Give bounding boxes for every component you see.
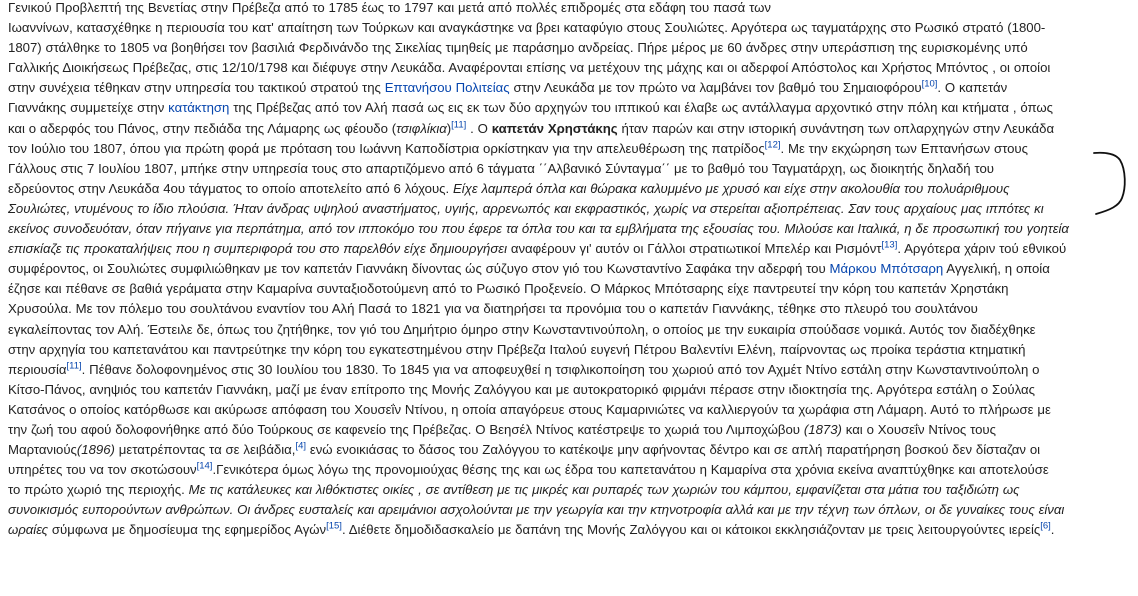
- citation-ref-link[interactable]: [12]: [764, 139, 781, 151]
- text-line: [8, 239, 1134, 259]
- text-run: ήταν παρών και στην ιστορική συνάντηση των οπλαρχηγών στην Λευκάδα: [617, 120, 1055, 136]
- text-line: [8, 139, 1134, 159]
- text-run: συμφέροντος, οι Σουλιώτες συμφιλιώθηκαν με τον καπετάν Γιαννάκη δίνοντας ώς σύζυγο στον γιό του Κωνσταντίνο Σαφάκα την αδερφή του: [8, 261, 830, 277]
- text-run: ): [446, 120, 452, 136]
- text-line: [8, 340, 1134, 360]
- text-run: .: [1050, 522, 1055, 538]
- text-line: [8, 199, 1134, 219]
- citation-ref-link[interactable]: [11]: [451, 119, 467, 131]
- text-run: περιουσία: [8, 361, 67, 377]
- text-run: στην συνέχεια τέθηκαν στην υπηρεσία του τακτικού στρατού της: [8, 80, 385, 96]
- text-line: [8, 78, 1134, 98]
- text-run: την ζωή του αφού δολοφονήθηκε από δύο Τούρκους σε καφενείο της Πρέβεζας. Ο Βεησέλ Ντίνος κατέστρεψε το χωριά του Λιμποχώβου: [8, 421, 804, 437]
- article-body: [8, 0, 1134, 541]
- italic-text-run: τσιφλίκια: [396, 120, 447, 136]
- text-line: [8, 98, 1134, 118]
- italic-text-run: Με τις κατάλευκες και λιθόκτιστες οικίες , σε αντίθεση με τις μικρές και ρυπαρές των χωριών του κάμπου, εμφανίζεται στα μάτια του ταξιδιώτη ως: [188, 482, 1020, 498]
- text-run: Γάλλους στις 7 Ιουλίου 1807, μπήκε στην υπηρεσία τους στο απαρτιζόμενο από 6 τάγματα ΄΄Αλβανικό Σύνταγμα΄΄ με το βαθμό του Ταγματάρχη, ως διοικητής δηλαδή του: [8, 160, 994, 176]
- citation-ref-link[interactable]: [10]: [921, 78, 938, 90]
- citation-ref-link[interactable]: [6]: [1040, 521, 1051, 533]
- article-link[interactable]: Επτανήσου Πολιτείας: [384, 80, 510, 96]
- text-line: [8, 279, 1134, 299]
- text-line: [8, 259, 1134, 279]
- text-line: [8, 420, 1134, 440]
- text-run: Κίτσο-Πάνος, ανηψιός του καπετάν Γιαννάκη, μαζί με έναν επίτροπο της Μονής Ζαλόγγου και με αυτοκρατορικό φιρμάνι πέρασε στην ιδιοκτησία της. Αργότερα εστάλη ο Σούλας: [8, 381, 1035, 397]
- text-run: . Ο καπετάν: [937, 80, 1008, 96]
- text-run: έζησε και πέθανε σε βαθιά γεράματα στην Καμαρίνα συνταξιοδοτούμενη από το Ρωσικό Προξενείο. Ο Μάρκος Μπότσαρης είχε παντρευτεί την κόρη του καπετάν Χρηστάκη: [8, 281, 1009, 297]
- text-run: και ο αδερφός του Πάνος, στην πεδιάδα της Λάμαρης ως φέουδο (: [8, 120, 397, 136]
- text-run: Αγγελική, η οποία: [943, 261, 1050, 277]
- text-run: τον Ιούλιο του 1807, όπου για πρώτη φορά με πρόταση του Ιωάννη Καποδίστρια ορκίστηκαν για την απελευθέρωση της πατρίδος: [8, 140, 765, 156]
- text-line: [8, 360, 1134, 380]
- italic-text-run: Σουλιώτες, ντυμένους το ίδιο πλούσια. Ήταν άνδρας υψηλού αναστήματος, υγιής, αρρενωπός και εκφραστικός, χωρίς να στερείται αξιοπρέπειας. Σαν τους αρχαίους μας ιππότες κι: [8, 200, 1044, 216]
- text-run: υπηρέτες του να τον σκοτώσουν: [8, 462, 197, 478]
- text-run: στην αρχηγία του καπετανάτου και παντρεύτηκε την κόρη του εγκατεστημένου στην Πρέβεζα Ιταλού ευγενή Πέτρου Βαλεντίνι Ελένη, παίρνοντας ως προίκα τεράστια κτηματική: [8, 341, 1026, 357]
- text-run: αναφέρουν γι' αυτόν οι Γάλλοι στρατιωτικοί Μπελέρ και Ρισμόντ: [507, 241, 882, 257]
- italic-text-run: συνοικισμός ευπορούντων ανθρώπων. Οι άνδρες ευσταλείς και αρειμάνιοι ασχολούνται με την γεωργία και την κτηνοτροφία αλλά και με την τέχνη των όπλων, οι δε γυναίκες τους είναι: [8, 502, 1065, 518]
- text-run: 1807) στάλθηκε το 1805 να βοηθήσει τον βασιλιά Φερδινάνδο της Σικελίας τιμηθείς με παράσημο ανδρείας. Πήρε μέρος με 60 άνδρες στην υπεράσπιση της ευρισκομένης υπό: [8, 40, 1028, 56]
- text-run: σύμφωνα με δημοσίευμα της εφημερίδος Αγών: [48, 522, 327, 538]
- text-run: Κατσάνος ο οποίος κατόρθωσε και ακύρωσε απόφαση του Χουσεΐν Ντίνου, η οποία απαγόρευε στους Καμαρινιώτες να καλλιεργούν τα χωράφια στη Λάμαρη. Αυτό το πλήρωσε με: [8, 401, 1051, 417]
- text-run: Γιαννάκης συμμετείχε στην: [8, 100, 169, 116]
- text-line: [8, 0, 1134, 18]
- text-run: της Πρέβεζας από τον Αλή πασά ως εις εκ των δύο αρχηγών του ιππικού και έλαβε ως αντάλλαγμα αρχοντικό στην πόλη και κτήματα , όπως: [229, 100, 1054, 116]
- text-line: [8, 320, 1134, 340]
- italic-text-run: εκείνος συνοδευόταν, όταν πήγαινε για περπάτημα, από τον ιπποκόμο του που έφερε τα όπλα του και τα εμβλήματα της εξουσίας του. Μιλούσε και Ιταλικά, η δε προσωπική του γοητεία: [8, 221, 1069, 237]
- text-run: και ο Χουσεΐν Ντίνος τους: [841, 421, 996, 437]
- citation-ref-link[interactable]: [13]: [881, 239, 898, 251]
- citation-ref-link[interactable]: [11]: [66, 360, 82, 372]
- text-line: [8, 440, 1134, 460]
- text-line: [8, 460, 1134, 480]
- italic-text-run: (1896): [76, 442, 115, 458]
- text-line: [8, 400, 1134, 420]
- text-run: μετατρέποντας τα σε λειβάδια,: [114, 442, 296, 458]
- article-link[interactable]: κατάκτηση: [168, 100, 230, 116]
- text-run: . Ο: [466, 120, 492, 136]
- text-line: [8, 119, 1134, 139]
- text-run: . Αργότερα χάριν τού εθνικού: [897, 241, 1067, 257]
- text-line: [8, 219, 1134, 239]
- text-run: εγκαλείποντας τον Αλή. Έστειλε δε, όπως του ζητήθηκε, τον γιό του Δημήτριο όμηρο στην Κωνσταντινούπολη, ο οποίος με την ευκαιρία σπούδασε νομικά. Αυτός τον διαδέχθηκε: [8, 321, 1036, 337]
- article-paragraph: [8, 0, 1134, 541]
- text-run: . Διέθετε δημοδιδασκαλείο με δαπάνη της Μονής Ζαλόγγου και οι κάτοικοι εκκλησιάζονταν με τρεις λειτουργούντες ιερείς: [341, 522, 1041, 538]
- text-run: το πρώτο χωριό της περιοχής.: [8, 482, 189, 498]
- text-run: ενώ ενοικιάσας το δάσος του Ζαλόγγου το κατέκοψε μην αφήνοντας δέντρο και σε απλή παρατήρηση βοσκού δεν δίσταζαν οι: [305, 442, 1041, 458]
- text-run: Χρυσούλα. Με τον πόλεμο του σουλτάνου εναντίον του Αλή Πασά το 1821 για να διατηρήσει τα προνόμια του ο καπετάν Γιαννάκης, τέθηκε στο πλευρό του σουλτάνου: [8, 301, 978, 317]
- text-run: Μαρτανιούς: [8, 442, 77, 458]
- text-line: [8, 179, 1134, 199]
- text-run: Ιωαννίνων, κατασχέθηκε η περιουσία του κατ' απαίτηση των Τούρκων και αναγκάστηκε να βρει καταφύγιο στους Σουλιώτες. Αργότερα ως ταγματάρχης στο Ρωσικό στρατό (1800-: [8, 20, 1046, 36]
- text-run: . Πέθανε δολοφονημένος στις 30 Ιουλίου του 1830. Το 1845 για να αποφευχθεί η τσιφλικοποίηση του χωριού από τον Αχμέτ Ντίνο εστάλη στην Κωνσταντινούπολη ο: [81, 361, 1040, 377]
- text-line: [8, 380, 1134, 400]
- citation-ref-link[interactable]: [4]: [295, 440, 306, 452]
- article-link[interactable]: Μάρκου Μπότσαρη: [829, 261, 944, 277]
- bold-text-run: καπετάν Χρηστάκης: [491, 120, 618, 136]
- italic-text-run: ωραίες: [8, 522, 49, 538]
- text-run: Γενικού Προβλεπτή της Βενετίας στην Πρέβεζα από το 1785 έως το 1797 και μετά από πολλές επιδρομές στα εδάφη του πασά των: [8, 0, 771, 15]
- text-line: [8, 38, 1134, 58]
- italic-text-run: επισκίαζε τις προκαταλήψεις που η συμπεριφορά του στο παρελθόν είχε δημιουργήσει: [8, 241, 507, 257]
- text-run: στην Λευκάδα με τον πρώτο να λαμβάνει τον βαθμό του Σημαιοφόρου: [509, 80, 922, 96]
- citation-ref-link[interactable]: [15]: [326, 521, 342, 533]
- text-line: [8, 500, 1134, 520]
- text-run: εδρεύοντος στην Λευκάδα 4ου τάγματος το οποίο αποτελείτο από 6 λόχους.: [8, 180, 454, 196]
- italic-text-run: (1873): [803, 421, 842, 437]
- text-line: [8, 299, 1134, 319]
- text-line: [8, 58, 1134, 78]
- text-line: [8, 520, 1134, 540]
- text-line: [8, 18, 1134, 38]
- text-run: .Γενικότερα όμως λόγω της προνομιούχας θέσης της και ως έδρα του καπετανάτου η Καμαρίνα στα χρόνια εκείνα αναπτύχθηκε και αποτελούσε: [212, 462, 1049, 478]
- text-run: . Με την εκχώρηση των Επτανήσων στους: [780, 140, 1028, 156]
- citation-ref-link[interactable]: [14]: [196, 460, 213, 472]
- italic-text-run: Είχε λαμπερά όπλα και θώρακα καλυμμένο με χρυσό και είχε στην ακολουθία του πολυάριθμους: [453, 180, 1010, 196]
- text-line: [8, 159, 1134, 179]
- text-run: Γαλλικής Διοικήσεως Πρέβεζας, στις 12/10/1798 και διέφυγε στην Λευκάδα. Αναφέρονται επίσης να μετέχουν της μάχης και οι αδερφοί Απόστολος και Χρήστος Μπόντος , οι οποίοι: [8, 60, 1051, 76]
- text-line: [8, 480, 1134, 500]
